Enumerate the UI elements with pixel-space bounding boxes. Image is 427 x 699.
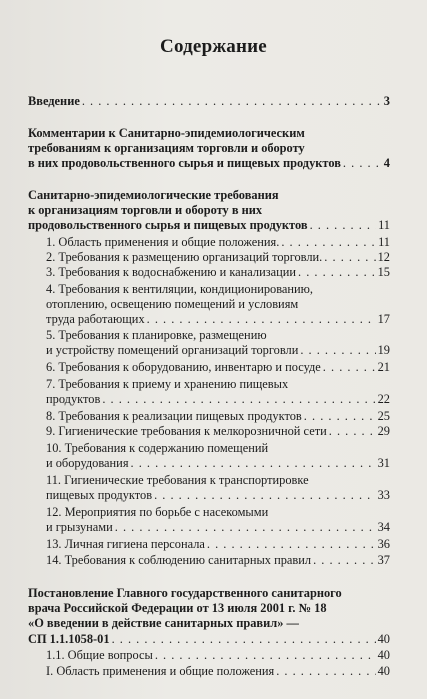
toc-page-number: 36	[377, 537, 390, 551]
toc-entry-label: 14. Требования к соблюдению санитарных правил	[46, 553, 312, 567]
leader-dots	[131, 456, 376, 471]
toc-entry-label: в них продовольственного сырья и пищевых продуктов	[28, 156, 341, 171]
toc-entry-label: 5. Требования к планировке, размещению	[46, 328, 267, 342]
toc-page-number: 22	[377, 392, 390, 407]
leader-dots	[300, 343, 375, 358]
toc-page-number: 25	[377, 409, 390, 423]
toc-entry-label: Постановление Главного государственного санитарного	[28, 586, 342, 600]
toc-entry-section-4	[46, 282, 390, 328]
leader-dots	[329, 424, 376, 439]
leader-dots	[313, 553, 376, 568]
toc-entry-label: и оборудования	[46, 456, 129, 471]
toc-entry-requirements	[28, 188, 390, 234]
leader-dots	[324, 250, 375, 265]
toc-entry-section-6	[46, 360, 390, 375]
toc-entry-section-13	[46, 537, 390, 552]
toc-page-number: 3	[383, 94, 390, 108]
toc-entry-section-9	[46, 424, 390, 439]
toc-entry-label: и грызунами	[46, 520, 113, 535]
toc-entry-introduction	[28, 94, 390, 109]
toc-entry-section-8	[46, 409, 390, 424]
leader-dots	[207, 537, 376, 552]
toc-page-number: 33	[377, 488, 390, 503]
toc-page-number: 11	[378, 218, 390, 233]
toc-entry-label: отоплению, освещению помещений и условиям	[46, 297, 299, 312]
toc-page-number: 15	[377, 265, 390, 279]
toc-entry-label: 4. Требования к вентиляции, кондиционированию,	[46, 282, 314, 296]
toc-page-number: 40	[377, 648, 390, 662]
toc-entry-label: врача Российской Федерации от 13 июля 2001 г. № 18	[28, 601, 327, 616]
toc-entry-section-11	[46, 473, 390, 503]
toc-page-number: 40	[377, 631, 390, 646]
toc-entry-scope	[46, 664, 390, 679]
leader-dots	[310, 218, 377, 233]
toc-entry-general-questions	[46, 648, 390, 663]
toc-page-number: 21	[377, 360, 390, 374]
toc-page-number: 34	[377, 520, 390, 535]
toc-entry-section-5	[46, 328, 390, 358]
toc-entry-label: 10. Требования к содержанию помещений	[46, 441, 269, 455]
toc-entry-label: труда работающих	[46, 312, 145, 327]
leader-dots	[112, 632, 376, 647]
toc-entry-section-3	[46, 265, 390, 280]
toc-entry-label: Санитарно-эпидемиологические требования	[28, 188, 279, 202]
toc-page-number: 17	[377, 312, 390, 327]
toc-entry-resolution	[28, 586, 390, 647]
leader-dots	[102, 392, 375, 407]
toc-entry-label: 1.1. Общие вопросы	[46, 648, 153, 662]
toc-entry-label: и устройству помещений организаций торговли	[46, 343, 299, 358]
toc-entry-commentary	[28, 126, 390, 172]
leader-dots	[298, 265, 376, 280]
toc-entry-label: 3. Требования к водоснабжению и канализации	[46, 265, 296, 279]
leader-dots	[154, 488, 376, 503]
toc-entry-label: СП 1.1.1058-01	[28, 631, 110, 646]
toc-entry-section-14	[46, 553, 390, 568]
leader-dots	[343, 156, 382, 171]
leader-dots	[82, 94, 382, 109]
toc-entry-label: 7. Требования к приему и хранению пищевых	[46, 377, 289, 391]
leader-dots	[147, 312, 376, 327]
toc-entry-label: 6. Требования к оборудованию, инвентарю и посуде	[46, 360, 321, 374]
toc-page-number: 40	[377, 664, 390, 678]
toc-entry-label: Комментарии к Санитарно-эпидемиологическим	[28, 126, 305, 140]
leader-dots	[304, 409, 376, 424]
leader-dots	[281, 235, 376, 250]
toc-page-number: 12	[377, 250, 390, 264]
toc-entry-section-12	[46, 505, 390, 535]
toc-page-number: 19	[377, 343, 390, 358]
toc-page-number: 29	[377, 424, 390, 438]
toc-entry-label: «О введении в действие санитарных правил» —	[28, 616, 299, 631]
leader-dots	[323, 360, 376, 375]
toc-entry-label: Введение	[28, 94, 80, 108]
toc-entry-label: требованиям к организациям торговли и обороту	[28, 141, 305, 156]
toc-entry-section-10	[46, 441, 390, 471]
toc-entry-label: 12. Мероприятия по борьбе с насекомыми	[46, 505, 269, 519]
toc-entry-label: продуктов	[46, 392, 101, 407]
toc-page-number: 11	[378, 235, 390, 249]
toc-entry-label: 1. Область применения и общие положения.	[46, 235, 280, 249]
toc-entry-section-2	[46, 250, 390, 265]
page-title: Содержание	[160, 36, 267, 57]
toc-entry-label: 2. Требования к размещению организаций торговли.	[46, 250, 323, 264]
toc-entry-label: 13. Личная гигиена персонала	[46, 537, 205, 551]
toc-entry-label: I. Область применения и общие положения	[46, 664, 275, 678]
leader-dots	[276, 664, 375, 679]
toc-entry-label: 9. Гигиенические требования к мелкорозничной сети	[46, 424, 327, 438]
toc-entry-label: к организациям торговли и обороту в них	[28, 203, 263, 218]
toc-page-number: 4	[383, 156, 390, 171]
toc-entry-label: 11. Гигиенические требования к транспортировке	[46, 473, 309, 487]
leader-dots	[155, 648, 376, 663]
toc-page-number: 37	[377, 553, 390, 567]
toc-entry-section-1	[46, 235, 390, 250]
leader-dots	[115, 520, 376, 535]
toc-entry-label: продовольственного сырья и пищевых продуктов	[28, 218, 308, 233]
toc-entry-section-7	[46, 377, 390, 407]
toc-page-number: 31	[377, 456, 390, 471]
toc-entry-label: пищевых продуктов	[46, 488, 153, 503]
toc-entry-label: 8. Требования к реализации пищевых продуктов	[46, 409, 302, 423]
